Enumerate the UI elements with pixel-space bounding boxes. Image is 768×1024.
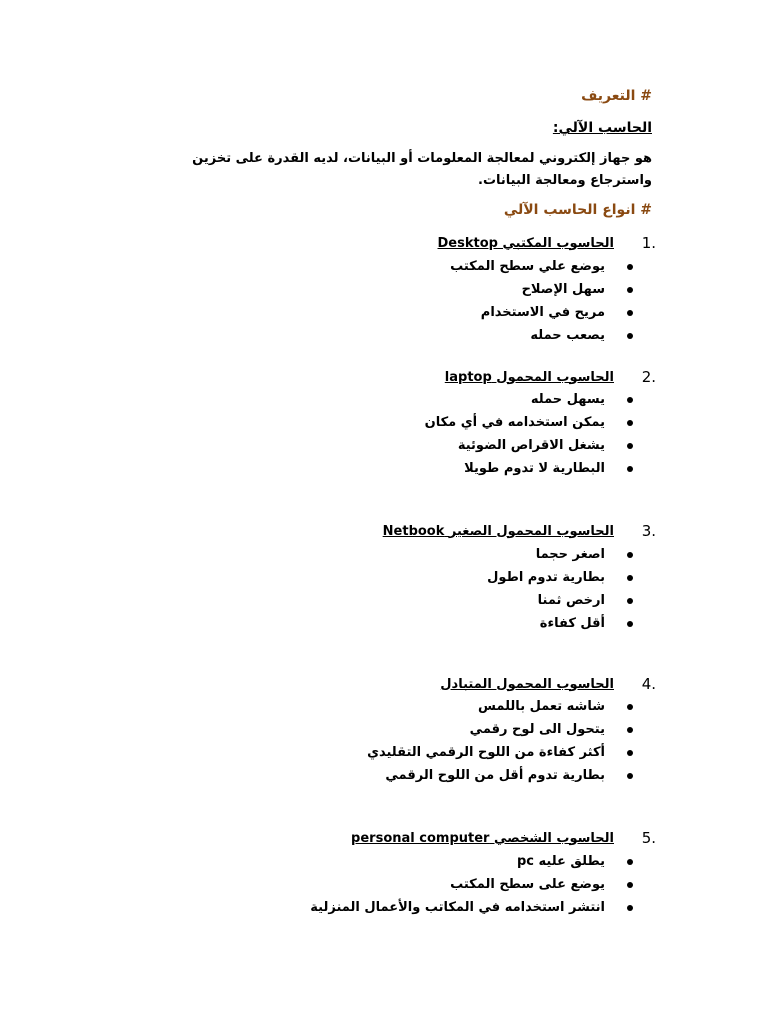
section-title: الحاسوب المكتبي Desktop — [437, 235, 614, 251]
bullet-icon — [627, 420, 633, 426]
list-item: أكثر كفاءة من اللوح الرقمي التقليدي — [367, 741, 633, 764]
section-3 — [383, 522, 656, 540]
section-2 — [445, 368, 656, 386]
bullet-icon — [627, 397, 633, 403]
section-number: 1. — [641, 234, 656, 252]
bullet-icon — [627, 621, 633, 627]
bullet-icon — [627, 773, 633, 779]
bullet-icon — [627, 287, 633, 293]
list-item: يمكن استخدامه في أي مكان — [425, 411, 633, 434]
definition-text: هو جهاز إلكتروني لمعالجة المعلومات أو البيانات، لديه القدرة على تخزين واسترجاع ومعالجة البيانات. — [192, 151, 652, 188]
section-2-list — [425, 388, 633, 480]
section-5 — [351, 829, 656, 847]
bullet-icon — [627, 264, 633, 270]
bullet-icon — [627, 882, 633, 888]
bullet-icon — [627, 552, 633, 558]
list-item: ارخص ثمنا — [487, 589, 633, 612]
list-item: بطارية تدوم أقل من اللوح الرقمي — [367, 764, 633, 787]
list-item: مريح في الاستخدام — [450, 301, 633, 324]
list-item: شاشه تعمل باللمس — [367, 695, 633, 718]
list-item: يطلق عليه pc — [310, 850, 633, 873]
section-number: 3. — [641, 522, 656, 540]
section-5-list — [310, 850, 633, 919]
list-item: سهل الإصلاح — [450, 278, 633, 301]
bullet-icon — [627, 310, 633, 316]
section-3-list — [487, 543, 633, 635]
list-item: يسهل حمله — [425, 388, 633, 411]
bullet-icon — [627, 333, 633, 339]
list-item: اصغر حجما — [487, 543, 633, 566]
section-title: الحاسوب المحمول laptop — [444, 369, 614, 385]
section-4 — [440, 675, 656, 693]
bullet-icon — [627, 598, 633, 604]
section-number: 5. — [641, 829, 656, 847]
list-item: يوضع على سطح المكتب — [310, 873, 633, 896]
definition-term: الحاسب الآلي: — [552, 120, 652, 136]
bullet-icon — [627, 443, 633, 449]
bullet-icon — [627, 466, 633, 472]
list-item: يصعب حمله — [450, 324, 633, 347]
section-title: الحاسوب المحمول المتبادل — [440, 676, 614, 692]
definition-heading: # التعريف — [581, 88, 652, 104]
types-heading: # انواع الحاسب الآلي — [503, 202, 652, 218]
section-4-list — [367, 695, 633, 787]
section-title: الحاسوب المحمول الصغير Netbook — [382, 523, 614, 539]
section-title: الحاسوب الشخصي personal computer — [351, 830, 614, 846]
bullet-icon — [627, 905, 633, 911]
bullet-icon — [627, 727, 633, 733]
list-item: يتحول الى لوح رقمي — [367, 718, 633, 741]
bullet-icon — [627, 575, 633, 581]
list-item: بطارية تدوم اطول — [487, 566, 633, 589]
list-item: أقل كفاءة — [487, 612, 633, 635]
list-item: البطارية لا تدوم طويلا — [425, 457, 633, 480]
list-item: يشغل الاقراص الضوئية — [425, 434, 633, 457]
section-1-list — [450, 255, 633, 347]
section-number: 4. — [641, 675, 656, 693]
bullet-icon — [627, 750, 633, 756]
section-number: 2. — [641, 368, 656, 386]
bullet-icon — [627, 859, 633, 865]
list-item: انتشر استخدامه في المكاتب والأعمال المنزلية — [310, 896, 633, 919]
list-item: يوضع علي سطح المكتب — [450, 255, 633, 278]
bullet-icon — [627, 704, 633, 710]
section-1 — [438, 234, 656, 252]
